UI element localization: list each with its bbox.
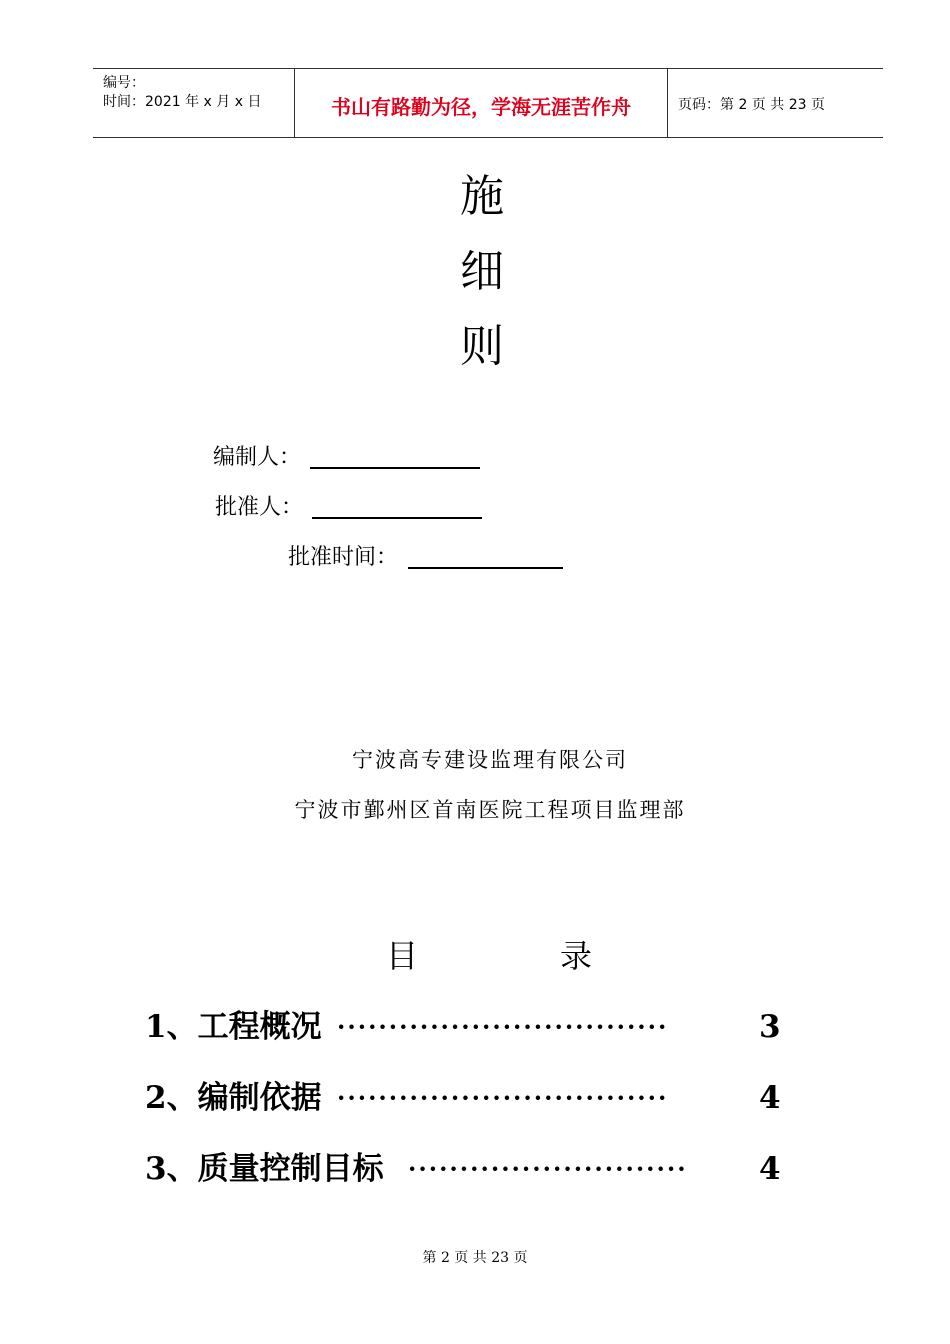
serial-label: 编号： (103, 75, 145, 91)
toc-leader-dots: ································ (337, 1012, 669, 1041)
title-char-3: 则 (460, 321, 504, 372)
title-char-2: 细 (460, 246, 504, 297)
header-motto-cell (295, 69, 668, 137)
company-name: 宁波高专建设监理有限公司 (352, 748, 628, 772)
toc-item[interactable] (145, 1147, 785, 1191)
approver-label: 批准人： (215, 495, 304, 520)
toc-item-label: 3、质量控制目标 (145, 1151, 384, 1187)
approve-time-line (408, 567, 563, 569)
toc-item[interactable] (145, 1005, 785, 1049)
motto: 书山有路勤为径，学海无涯苦作舟 (331, 95, 631, 119)
toc-leader-dots: ································ (337, 1083, 669, 1112)
department-name: 宁波市鄞州区首南医院工程项目监理部 (294, 798, 686, 822)
toc-item-page: 4 (759, 1151, 781, 1187)
toc-leader-dots: ··························· (408, 1154, 688, 1183)
page-header (93, 68, 883, 138)
time-label: 时间：2021 年 x 月 x 日 (103, 94, 262, 110)
approver-line (312, 517, 482, 519)
title-char-1: 施 (460, 171, 504, 222)
toc-item-page: 3 (759, 1009, 781, 1045)
compiler-label: 编制人： (213, 445, 302, 470)
compiler-line (310, 467, 480, 469)
toc-item-label: 2、编制依据 (145, 1080, 322, 1116)
toc-title-left: 目 (386, 937, 419, 975)
page-info: 页码：第 2 页 共 23 页 (678, 97, 825, 113)
header-info-cell (93, 69, 295, 137)
page-footer: 第 2 页 共 23 页 (422, 1250, 528, 1266)
toc-title-right: 录 (560, 937, 593, 975)
toc-item-label: 1、工程概况 (145, 1009, 322, 1045)
approve-time-label: 批准时间： (288, 545, 399, 570)
toc-item[interactable] (145, 1076, 785, 1120)
header-page-cell (668, 69, 883, 137)
toc-item-page: 4 (759, 1080, 781, 1116)
